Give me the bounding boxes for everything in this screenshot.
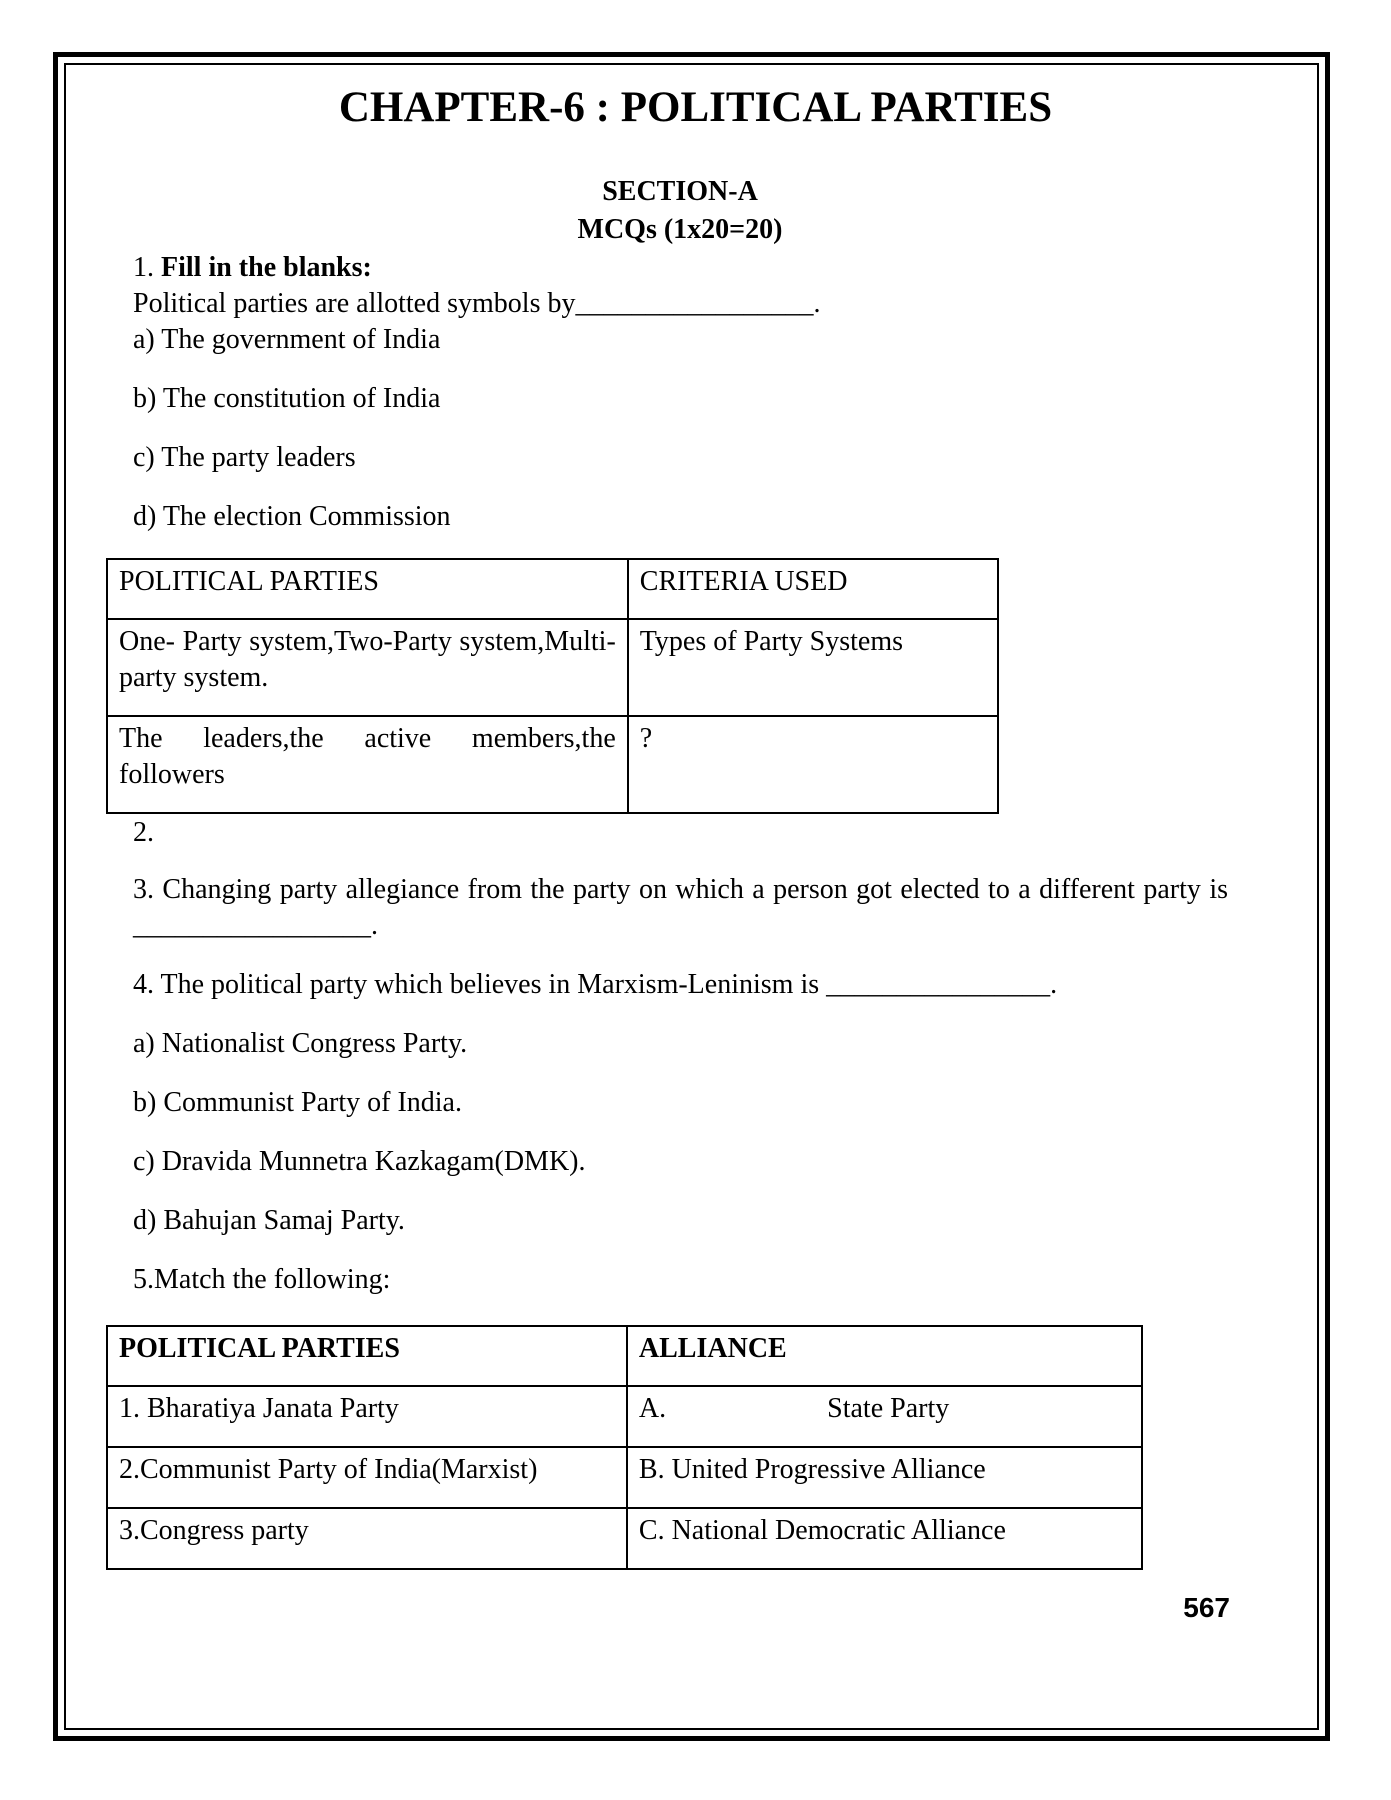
q1-number: 1. [133, 252, 154, 283]
table-header-cell: ALLIANCE [627, 1326, 1142, 1386]
q1-option-c: c) The party leaders [133, 442, 356, 473]
table-header-row [107, 559, 998, 619]
page-number: 567 [1183, 1592, 1230, 1623]
table-header-cell: POLITICAL PARTIES [107, 1326, 627, 1386]
table-cell: C. National Democratic Alliance [627, 1508, 1142, 1569]
table-cell: One- Party system,Two-Party system,Multi-party system. [107, 619, 628, 716]
q4-option-a: a) Nationalist Congress Party. [133, 1028, 468, 1059]
table-cell: ? [628, 716, 998, 813]
match-table [106, 1325, 1143, 1570]
q1-label: Fill in the blanks: [161, 252, 372, 283]
q2-number: 2. [133, 817, 154, 848]
table-cell: 3.Congress party [107, 1508, 627, 1569]
q1-option-b: b) The constitution of India [133, 383, 441, 414]
q5-text: 5.Match the following: [133, 1264, 391, 1295]
table-cell: Types of Party Systems [628, 619, 998, 716]
table-cell: The leaders,the active members,the followers [107, 716, 628, 813]
table-header-row [107, 1326, 1142, 1386]
match-option-letter: A. [638, 1393, 667, 1424]
q1-option-a: a) The government of India [133, 324, 441, 355]
table-cell: 2.Communist Party of India(Marxist) [107, 1447, 627, 1508]
q4-option-d: d) Bahujan Samaj Party. [133, 1205, 405, 1236]
table-cell: B. United Progressive Alliance [627, 1447, 1142, 1508]
table-header-cell: CRITERIA USED [628, 559, 998, 619]
table-row [107, 619, 998, 716]
table-cell: 1. Bharatiya Janata Party [107, 1386, 627, 1447]
party-criteria-table [106, 558, 999, 814]
table-row [107, 1447, 1142, 1508]
q1-heading [133, 250, 372, 286]
chapter-title: CHAPTER-6 : POLITICAL PARTIES [338, 84, 1053, 131]
q3-text: 3. Changing party allegiance from the party on which a person got elected to a different party is _________________. [133, 874, 1228, 941]
mcq-heading: MCQs (1x20=20) [577, 214, 783, 245]
q1-text: Political parties are allotted symbols by_________________. [133, 288, 821, 319]
section-heading: SECTION-A [602, 176, 758, 207]
q4-text: 4. The political party which believes in Marxism-Leninism is ________________. [133, 969, 1058, 1000]
table-row [107, 1386, 1142, 1447]
q4-option-c: c) Dravida Munnetra Kazkagam(DMK). [133, 1146, 586, 1177]
table-row [107, 1508, 1142, 1569]
q4-option-b: b) Communist Party of India. [133, 1087, 462, 1118]
match-option-text: State Party [827, 1393, 950, 1424]
table-row [107, 716, 998, 813]
table-header-cell: POLITICAL PARTIES [107, 559, 628, 619]
q1-option-d: d) The election Commission [133, 501, 451, 532]
table-cell [627, 1386, 1142, 1447]
